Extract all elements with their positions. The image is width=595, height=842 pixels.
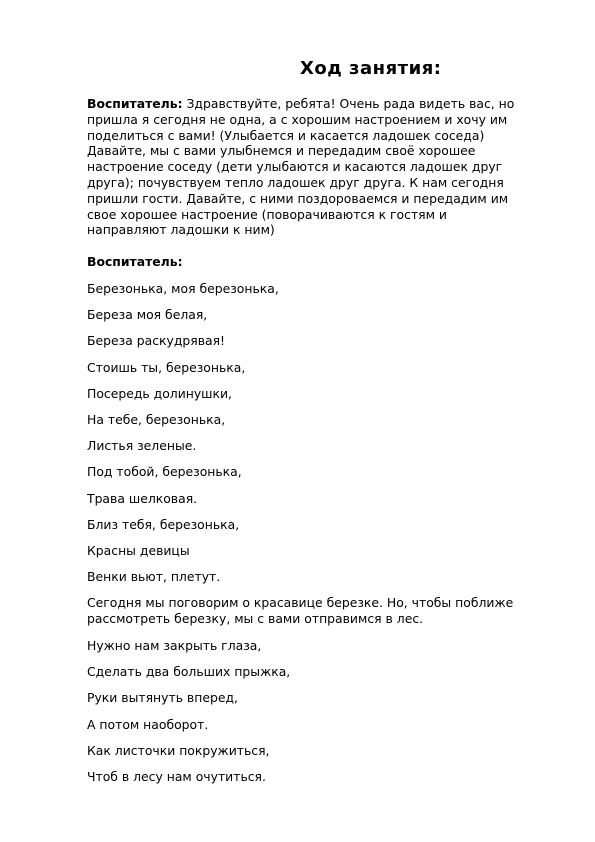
intro-text: Здравствуйте, ребята! Очень рада видеть вас, но пришла я сегодня не одна, а с хорошим настроением и хочу им поделиться с вами! (Улыбается и касается ладошек соседа) Давайте, мы с вами улыбнемся и передадим своё хорошее настроение соседу (дети улыбаются и касаются ладошек друг друга); почувствуем тепло ладошек друг друга. К нам сегодня пришли гости. Давайте, с ними поздороваемся и передадим им свое хорошее настроение (поворачиваются к гостям и направляют ладошки к ним) <box>87 96 515 238</box>
rhyme-line: Чтоб в лесу нам очутиться. <box>87 768 266 784</box>
poem-line: Березонька, моя березонька, <box>87 281 279 296</box>
speaker-label: Воспитатель: <box>87 96 183 111</box>
poem-line: Листья зеленые. <box>87 438 197 454</box>
intro-paragraph <box>87 96 527 238</box>
speaker-label-2: Воспитатель: <box>87 254 183 269</box>
rhyme-line: Сделать два больших прыжка, <box>87 664 291 680</box>
poem-line: Береза раскудрявая! <box>87 333 226 349</box>
poem-line: Стоишь ты, березонька, <box>87 359 246 375</box>
rhyme-line: Как листочки покружиться, <box>87 742 270 758</box>
rhyme-lines <box>87 638 290 795</box>
rhyme-line: А потом наоборот. <box>87 716 209 732</box>
page-title: Ход занятия: <box>300 58 442 79</box>
poem-line: Красны девицы <box>87 542 190 558</box>
rhyme-line: Нужно нам закрыть глаза, <box>87 638 262 653</box>
poem-line: Трава шелковая. <box>87 490 198 506</box>
rhyme-line: Руки вытянуть вперед, <box>87 690 238 706</box>
poem-line: Венки вьют, плетут. <box>87 569 221 585</box>
poem-line: Близ тебя, березонька, <box>87 516 240 532</box>
poem-line: Под тобой, березонька, <box>87 464 242 480</box>
forest-paragraph: Сегодня мы поговорим о красавице березке. Но, чтобы поближе рассмотреть березку, мы с вами отправимся в лес. <box>87 595 514 626</box>
poem-line: На тебе, березонька, <box>87 411 226 427</box>
poem-lines <box>87 281 279 595</box>
poem-line: Береза моя белая, <box>87 307 208 323</box>
poem-line: Посередь долинушки, <box>87 385 232 401</box>
